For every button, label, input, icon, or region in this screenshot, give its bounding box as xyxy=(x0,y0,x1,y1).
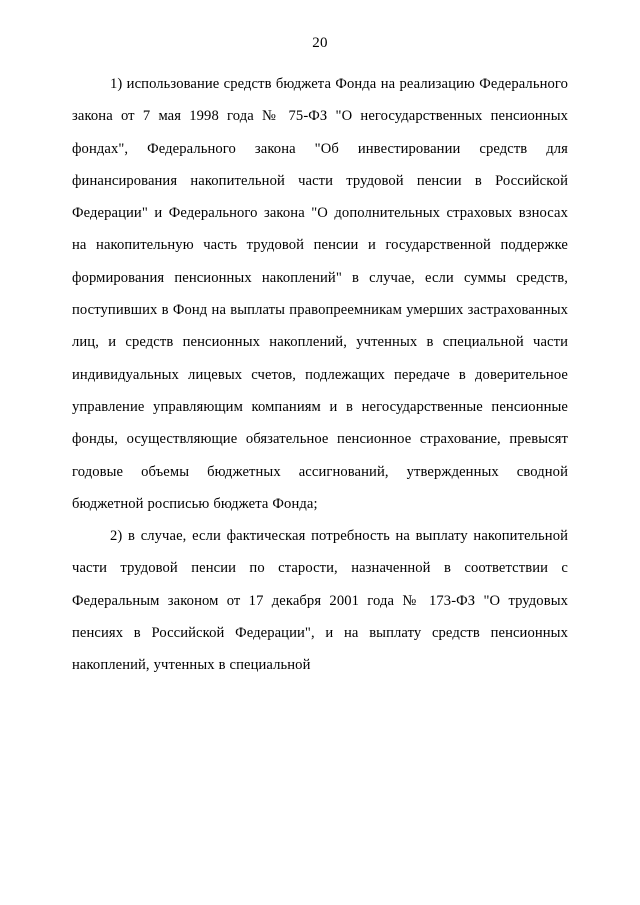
paragraph: 1) использование средств бюджета Фонда на реализацию Федерального закона от 7 мая 1998 года № 75-ФЗ "О негосударственных пенсионных фондах", Федерального закона "Об инвестировании средств для финансирования накопительной части трудовой пенсии в Российской Федерации" и Федерального закона "О дополнительных страховых взносах на накопительную часть трудовой пенсии и государственной поддержке формирования пенсионных накоплений" в случае, если суммы средств, поступивших в Фонд на выплаты правопреемникам умерших застрахованных лиц, и средств пенсионных накоплений, учтенных в специальной части индивидуальных лицевых счетов, подлежащих передаче в доверительное управление управляющим компаниям и в негосударственные пенсионные фонды, осуществляющие обязательное пенсионное страхование, превысят годовые объемы бюджетных ассигнований, утвержденных сводной бюджетной росписью бюджета Фонда; xyxy=(72,76,568,512)
paragraph: 2) в случае, если фактическая потребность на выплату накопительной части трудовой пенсии по старости, назначенной в соответствии с Федеральным законом от 17 декабря 2001 года № 173-ФЗ "О трудовых пенсиях в Российской Федерации", и на выплату средств пенсионных накоплений, учтенных в специальной xyxy=(72,528,568,674)
page-number: 20 xyxy=(312,35,328,51)
document-body xyxy=(72,68,568,682)
